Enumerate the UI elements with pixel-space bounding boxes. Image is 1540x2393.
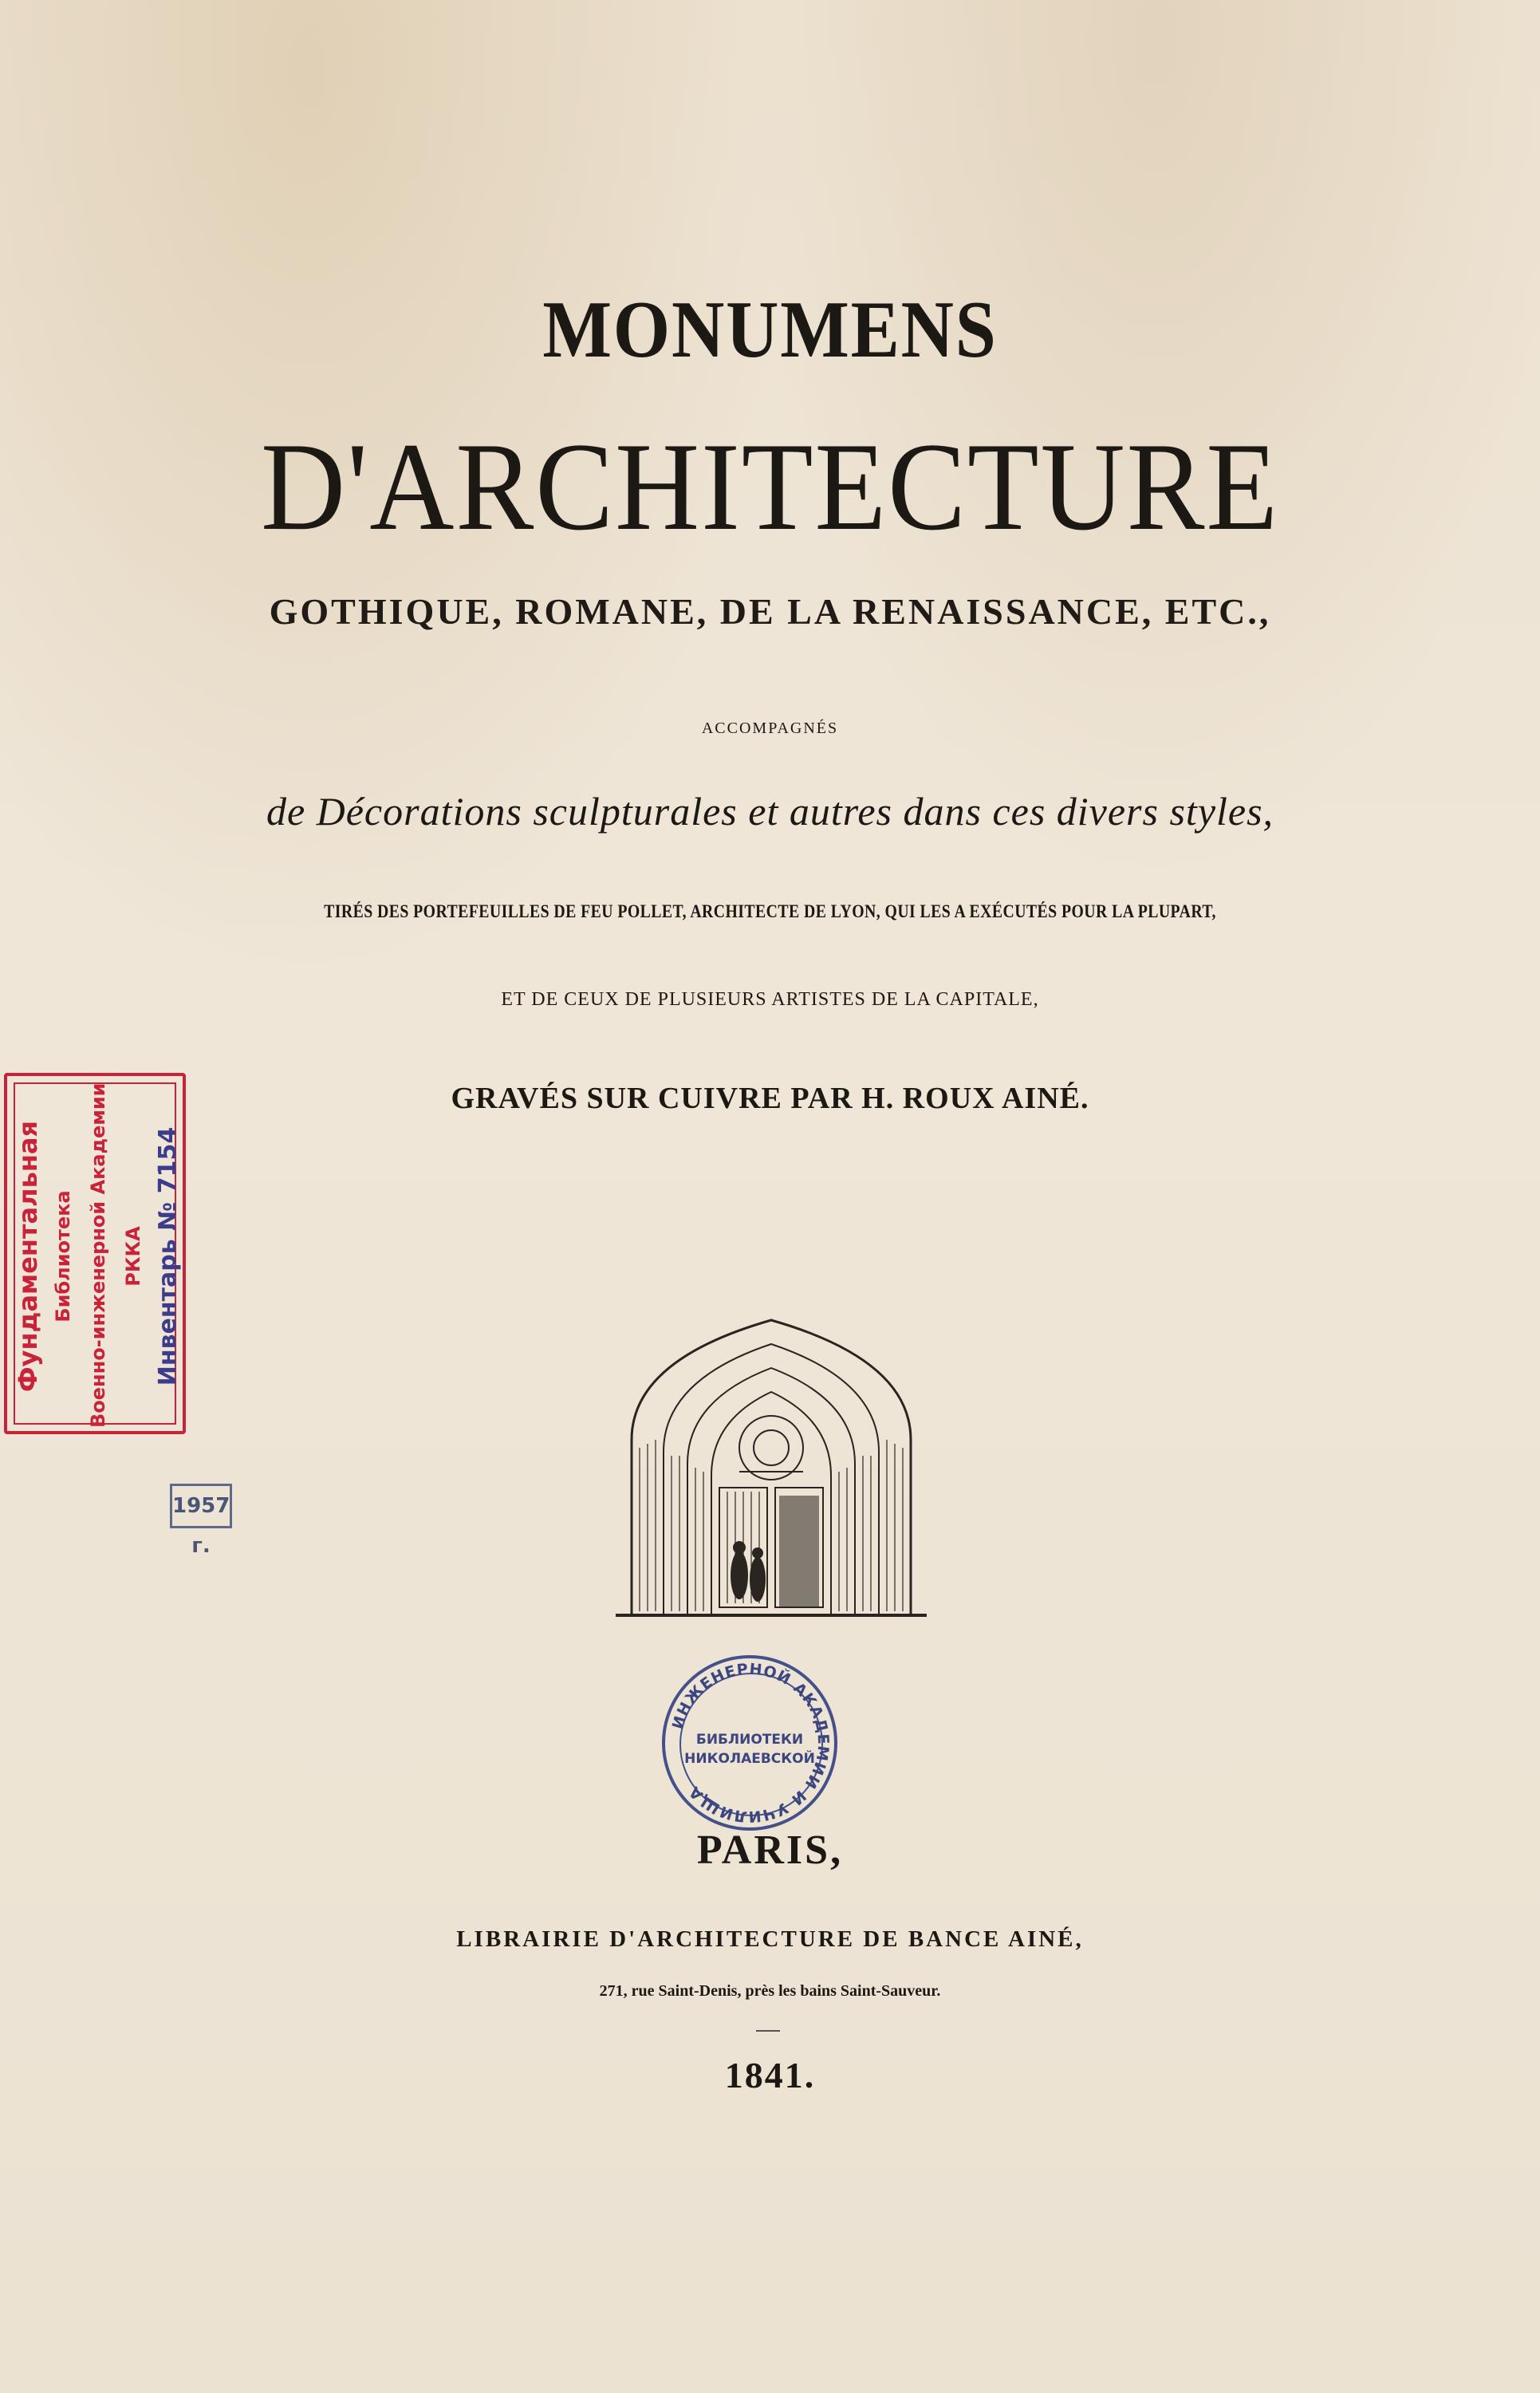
imprint-address: 271, rue Saint-Denis, près les bains Saint-Sauveur. <box>599 1982 941 2000</box>
library-stamp-line2: Библиотека <box>52 1190 74 1323</box>
round-stamp-center-line2: НИКОЛАЕВСКОЙ <box>684 1751 815 1767</box>
subtitle-accompagnes: ACCOMPAGNÉS <box>701 719 839 737</box>
imprint-divider <box>756 2030 780 2032</box>
round-stamp-center-line1: БИБЛИОТЕКИ <box>695 1732 804 1748</box>
library-stamp-line4: РККА <box>122 1226 144 1287</box>
title-line-monumens: MONUMENS <box>542 285 998 375</box>
date-stamp: 1957 г. <box>170 1484 232 1528</box>
round-stamp-ring-label: ИНЖЕНЕРНОЙ АКАДЕМИИ И УЧИЛИЩА <box>668 1660 833 1826</box>
library-stamp-line3: Военно-инженерной Академии <box>87 1082 109 1428</box>
subtitle-engraver: GRAVÉS SUR CUIVRE PAR H. ROUX AINÉ. <box>451 1082 1089 1115</box>
gothic-portal-engraving-icon <box>616 1312 927 1619</box>
round-library-stamp <box>662 1655 837 1831</box>
library-stamp-text <box>10 1082 186 1428</box>
imprint-city: PARIS, <box>696 1827 844 1873</box>
library-stamp-inventory: Инвентарь № 7154 <box>154 1126 182 1386</box>
subtitle-decorations: de Décorations sculpturales et autres dans ces divers styles, <box>266 789 1274 834</box>
imprint-publisher: LIBRAIRIE D'ARCHITECTURE DE BANCE AINÉ, <box>456 1926 1084 1952</box>
title-line-architecture: D'ARCHITECTURE <box>261 417 1279 557</box>
subtitle-pollet: TIRÉS DES PORTEFEUILLES DE FEU POLLET, ARCHITECTE DE LYON, QUI LES A EXÉCUTÉS POUR LA PLUPART, <box>324 901 1216 921</box>
library-stamp-line1: Фундаментальная <box>13 1120 43 1393</box>
imprint-year: 1841. <box>724 2055 816 2095</box>
subtitle-artistes: ET DE CEUX DE PLUSIEURS ARTISTES DE LA CAPITALE, <box>501 989 1039 1010</box>
subtitle-styles: GOTHIQUE, ROMANE, DE LA RENAISSANCE, ETC., <box>269 591 1271 632</box>
library-stamp <box>4 1073 186 1434</box>
